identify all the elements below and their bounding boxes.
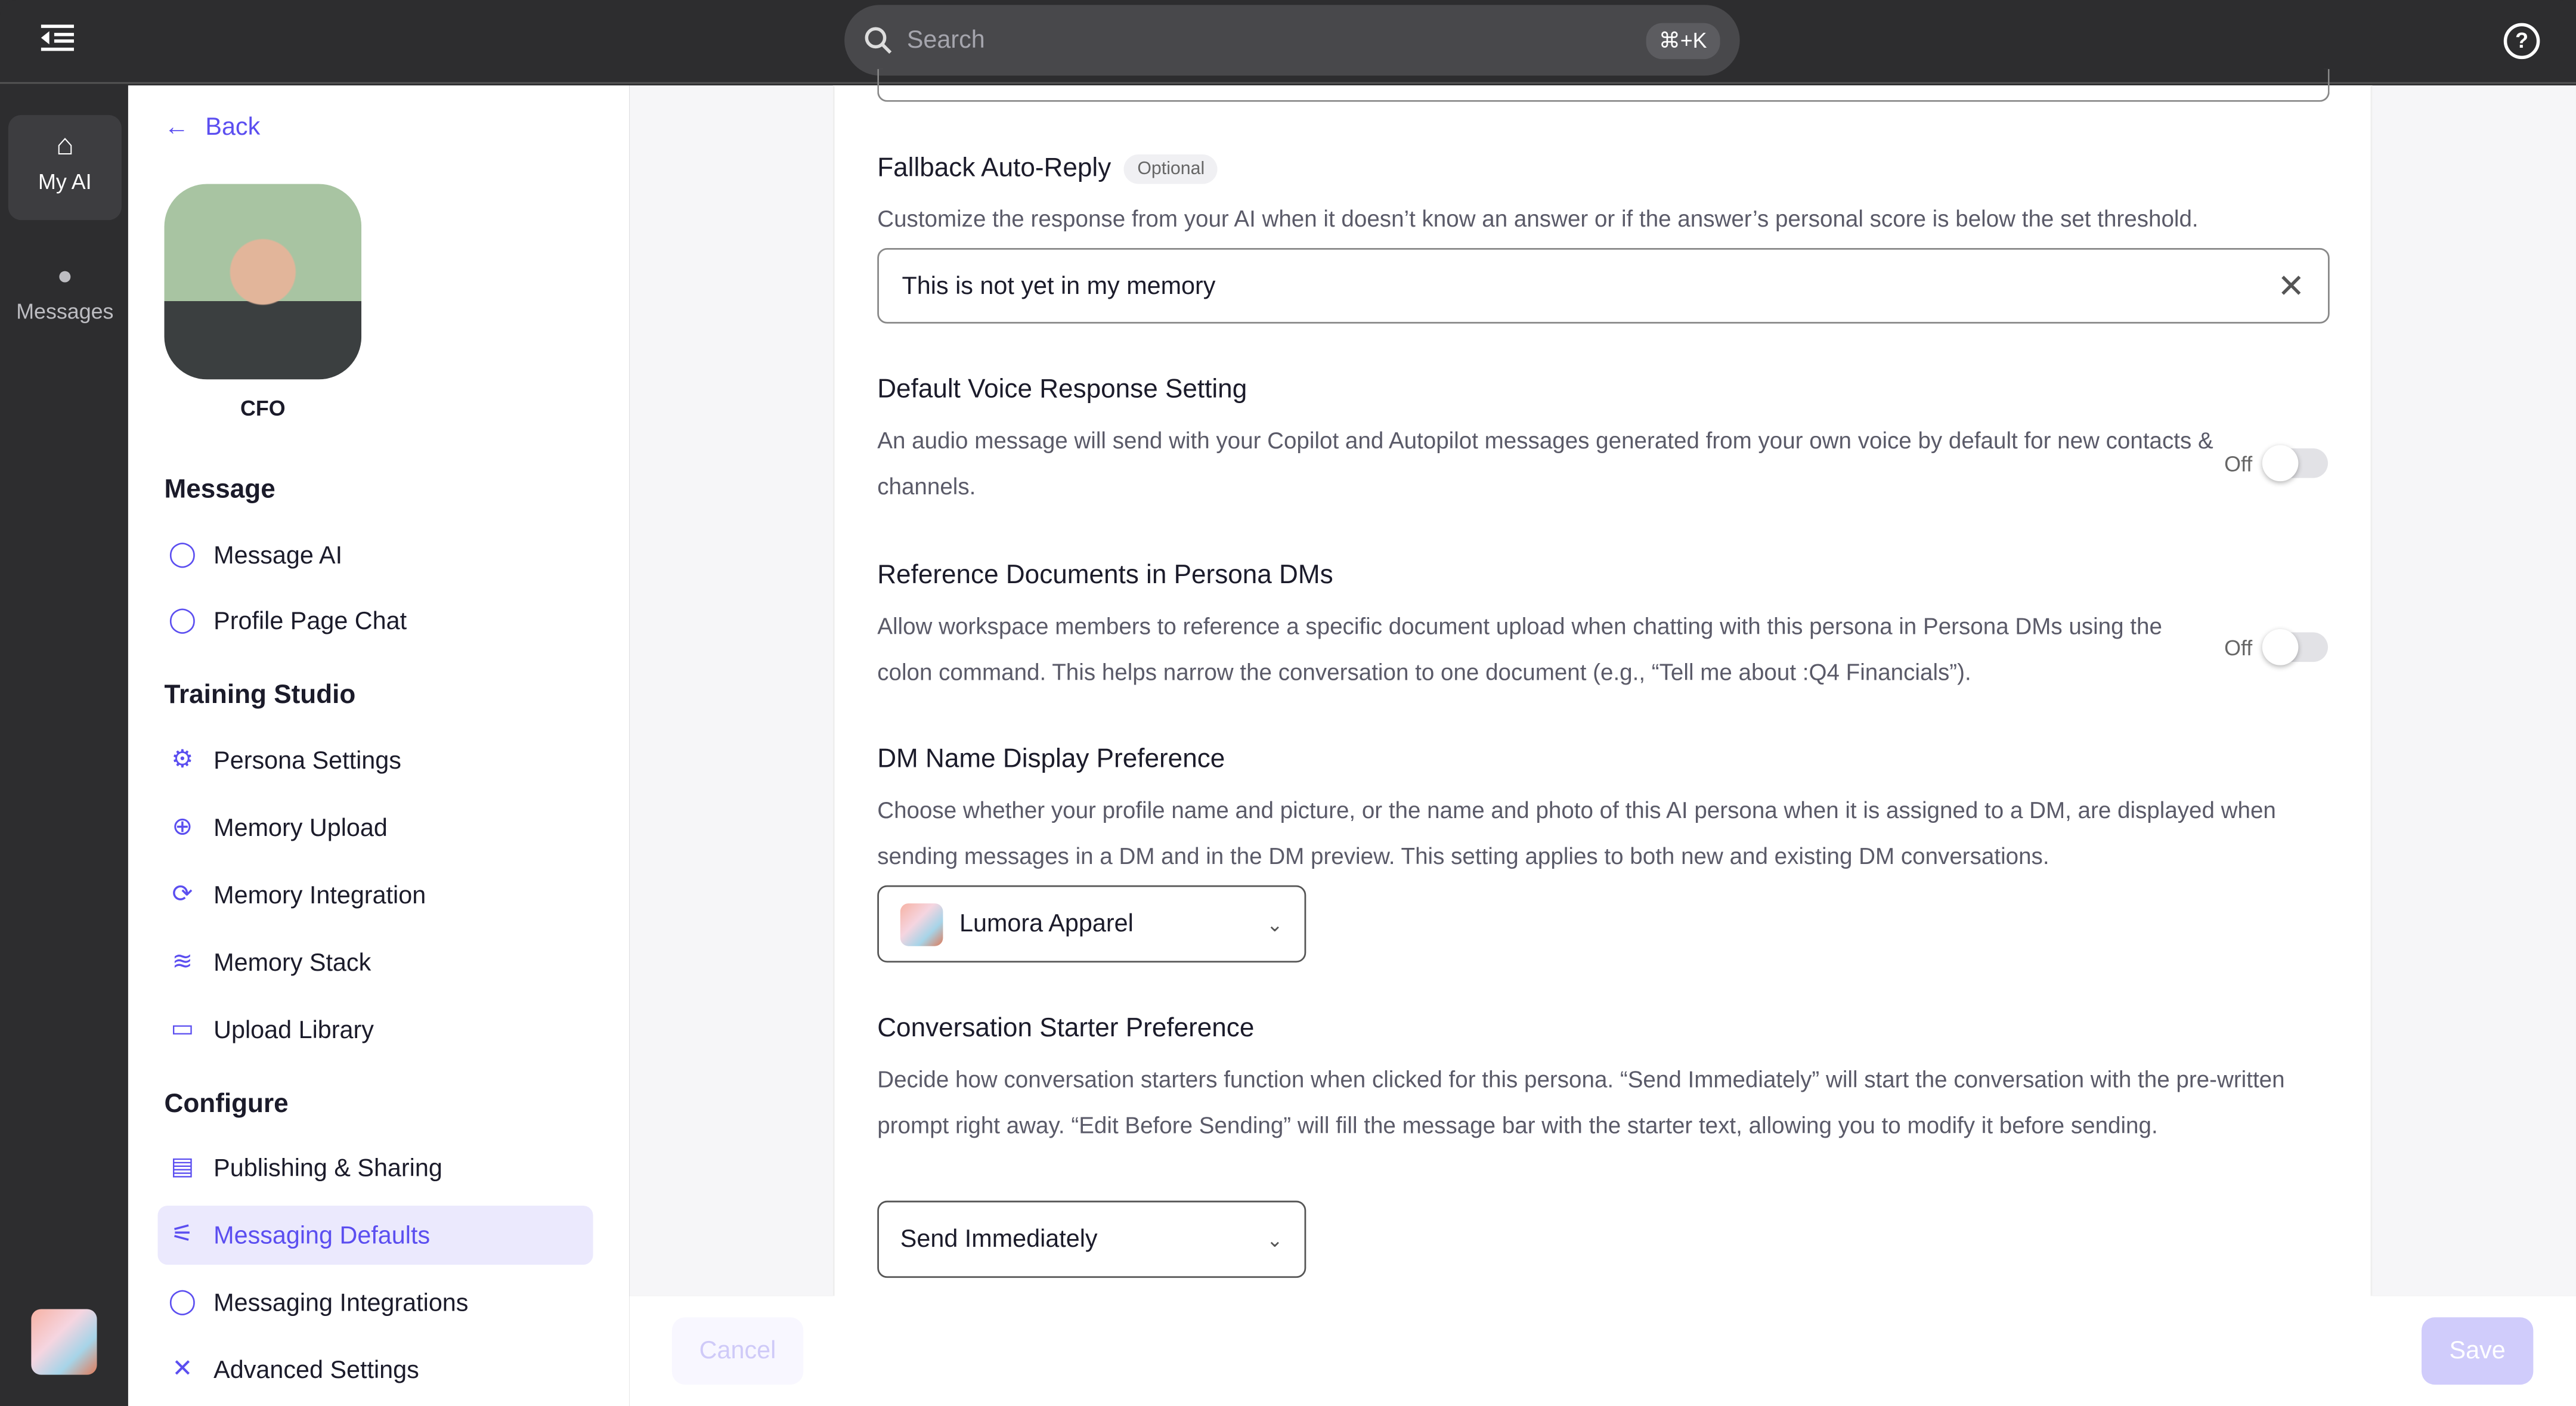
select-value: Lumora Apparel — [959, 910, 1134, 938]
nav-label: Memory Integration — [213, 881, 426, 909]
previous-field[interactable] — [877, 69, 2330, 102]
persona-name: CFO — [240, 395, 286, 421]
voice-title: Default Voice Response Setting — [877, 376, 1247, 404]
sidebar-item-profile-page-chat[interactable] — [157, 591, 593, 651]
workspace-logo[interactable] — [31, 1309, 97, 1374]
app-rail — [0, 85, 128, 1406]
starter-select[interactable] — [877, 1201, 1306, 1278]
nav-label: Publishing & Sharing — [213, 1154, 442, 1182]
sidebar-item-advanced-settings[interactable] — [157, 1340, 593, 1399]
footer-bar — [629, 1296, 2576, 1406]
rail-item-my-ai[interactable] — [8, 115, 122, 220]
nav-label: Messaging Integrations — [213, 1289, 469, 1317]
starter-title: Conversation Starter Preference — [877, 1015, 1255, 1043]
chat-bubble-icon: ◯ — [168, 540, 196, 569]
chevron-down-icon: ⌄ — [1267, 912, 1283, 936]
sync-icon: ⟳ — [172, 880, 193, 909]
voice-desc: An audio message will send with your Copilot and Autopilot messages generated from your own voice by default for new contacts & channels. — [877, 427, 2213, 500]
dmname-title: DM Name Display Preference — [877, 745, 1225, 774]
toggle-switch[interactable] — [2265, 448, 2328, 478]
clear-icon[interactable]: ✕ — [2277, 268, 2305, 305]
section-message: Message — [164, 476, 275, 504]
nav-label: Profile Page Chat — [213, 606, 407, 635]
toggle-state: Off — [2224, 634, 2253, 660]
sidebar-item-memory-stack[interactable] — [157, 933, 593, 992]
sidebar-item-message-ai[interactable] — [157, 526, 593, 585]
layers-icon: ≋ — [172, 947, 193, 976]
window-icon: ▤ — [171, 1153, 194, 1181]
nav-label: Upload Library — [213, 1015, 374, 1044]
avatar — [165, 184, 362, 380]
cancel-button[interactable]: Cancel — [672, 1317, 803, 1385]
refdocs-toggle[interactable] — [2224, 633, 2328, 662]
nav-label: Messaging Defaults — [213, 1221, 431, 1249]
nav-label: Persona Settings — [213, 747, 401, 775]
chevron-down-icon: ⌄ — [1267, 1228, 1283, 1251]
nav-label: Message AI — [213, 541, 343, 569]
starter-desc: Decide how conversation starters function when clicked for this persona. “Send Immediately” will start the conversation with the pre-written prompt right away. “Edit Before Sending” will fill the message bar with the starter text, allowing you to modify it before sending. — [877, 1066, 2285, 1139]
save-button[interactable]: Save — [2422, 1317, 2533, 1385]
home-icon: ⌂ — [55, 128, 74, 161]
optional-badge: Optional — [1124, 154, 1218, 184]
nav-label: Memory Upload — [213, 813, 388, 842]
refdocs-desc: Allow workspace members to reference a specific document upload when chatting with this persona in Persona DMs using the colon command. This helps narrow the conversation to one document (e.g., “Tell me about :Q4 Financials”). — [877, 612, 2162, 685]
fallback-reply-value: This is not yet in my memory — [902, 271, 1216, 300]
dm-name-select[interactable] — [877, 885, 1306, 962]
search-icon — [864, 26, 894, 55]
section-configure: Configure — [164, 1091, 289, 1119]
chat-bubble-icon: ◯ — [168, 606, 196, 634]
dmname-desc: Choose whether your profile name and picture, or the name and photo of this AI persona when it is assigned to a DM, are displayed when sending messages in a DM and in the DM preview. This setting applies to both new and existing DM conversations. — [877, 797, 2276, 869]
main-content — [629, 85, 2576, 1296]
rail-label: Messages — [16, 299, 114, 324]
fallback-reply-input[interactable] — [877, 248, 2330, 324]
rail-label: My AI — [38, 169, 92, 194]
messages-icon: ● — [57, 262, 73, 291]
sidebar — [128, 85, 629, 1406]
back-label: Back — [205, 113, 261, 141]
search-input[interactable]: Search — [906, 26, 985, 54]
shortcut-hint: ⌘+K — [1646, 22, 1720, 58]
select-value: Send Immediately — [900, 1225, 1098, 1253]
folder-icon: ▭ — [171, 1015, 194, 1043]
back-link[interactable] — [165, 113, 261, 141]
sidebar-item-persona-settings[interactable] — [157, 731, 593, 790]
toggle-state: Off — [2224, 451, 2253, 476]
collapse-menu-icon[interactable] — [39, 23, 76, 53]
fallback-desc: Customize the response from your AI when it doesn’t know an answer or if the answer’s personal score is below the set threshold. — [877, 205, 2199, 232]
voice-toggle[interactable] — [2224, 448, 2328, 478]
sidebar-item-messaging-defaults[interactable] — [157, 1206, 593, 1265]
refdocs-title: Reference Documents in Persona DMs — [877, 562, 1333, 590]
chat-plus-icon: ◯ — [168, 1287, 196, 1316]
sidebar-item-publishing-sharing[interactable] — [157, 1138, 593, 1197]
brand-logo-icon — [900, 903, 943, 946]
nav-label: Memory Stack — [213, 948, 371, 977]
help-icon[interactable]: ? — [2504, 23, 2540, 60]
upload-icon: ⊕ — [172, 813, 193, 841]
fallback-title-text: Fallback Auto-Reply — [877, 154, 1111, 183]
sidebar-item-messaging-integrations[interactable] — [157, 1273, 593, 1332]
rail-item-messages[interactable] — [8, 250, 122, 355]
gear-icon: ⚙ — [171, 745, 194, 774]
settings-card — [833, 85, 2373, 1296]
sidebar-item-upload-library[interactable] — [157, 1001, 593, 1060]
section-training-studio: Training Studio — [164, 682, 356, 710]
arrow-left-icon: ← — [164, 113, 189, 141]
search-bar[interactable] — [844, 5, 1740, 75]
sidebar-item-memory-integration[interactable] — [157, 866, 593, 925]
toggle-switch[interactable] — [2265, 633, 2328, 662]
fallback-title — [877, 154, 1218, 184]
sliders-icon: ⚟ — [171, 1220, 194, 1249]
tools-icon: ✕ — [172, 1355, 193, 1383]
nav-label: Advanced Settings — [213, 1356, 419, 1384]
sidebar-item-memory-upload[interactable] — [157, 798, 593, 857]
